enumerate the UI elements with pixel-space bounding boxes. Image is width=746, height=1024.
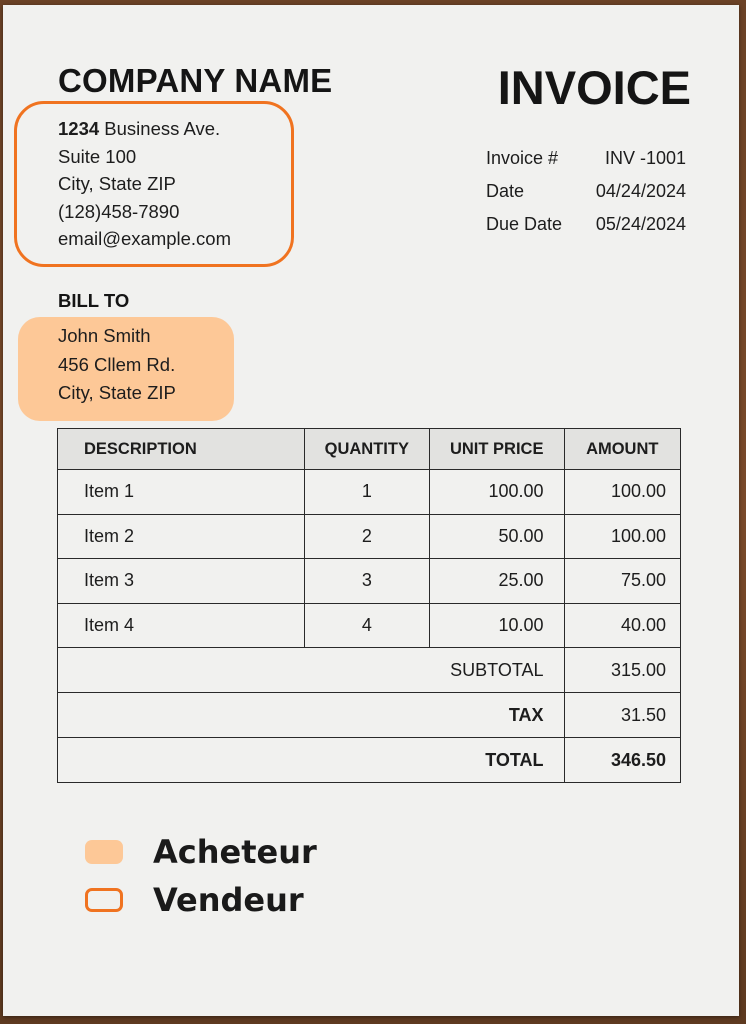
cell-description: Item 2	[58, 514, 305, 559]
legend-label: Acheteur	[153, 833, 317, 871]
total-value: 346.50	[564, 738, 680, 783]
table-row	[58, 603, 681, 648]
cell-quantity: 3	[304, 559, 429, 604]
bill-to-label: BILL TO	[58, 290, 130, 311]
cell-amount: 100.00	[564, 514, 680, 559]
invoice-meta	[486, 142, 686, 241]
cell-unit-price: 100.00	[429, 470, 564, 515]
table-row	[58, 559, 681, 604]
legend-item-buyer	[85, 828, 317, 876]
table-row	[58, 470, 681, 515]
meta-date	[486, 175, 686, 208]
tax-row	[58, 693, 681, 738]
filled-swatch-icon	[85, 840, 123, 864]
meta-label: Due Date	[486, 214, 563, 234]
table-header-row	[58, 429, 681, 470]
seller-suite: Suite 100	[58, 145, 137, 167]
cell-description: Item 1	[58, 470, 305, 515]
subtotal-value: 315.00	[564, 648, 680, 693]
seller-phone: (128)458-7890	[58, 200, 180, 222]
cell-quantity: 4	[304, 603, 429, 648]
meta-invoice-number	[486, 142, 686, 175]
header-amount: AMOUNT	[564, 429, 680, 470]
legend-label: Vendeur	[153, 881, 304, 919]
cell-quantity: 2	[304, 514, 429, 559]
seller-email: email@example.com	[58, 228, 232, 249]
cell-description: Item 4	[58, 603, 305, 648]
subtotal-row	[58, 648, 681, 693]
cell-unit-price: 50.00	[429, 514, 564, 559]
meta-label: Invoice #	[486, 148, 559, 168]
tax-label: TAX	[58, 693, 565, 738]
cell-amount: 75.00	[564, 559, 680, 604]
seller-city: City, State ZIP	[58, 173, 176, 194]
buyer-address	[58, 322, 176, 408]
meta-value: INV -1001	[604, 148, 686, 168]
total-row	[58, 738, 681, 783]
subtotal-label: SUBTOTAL	[58, 648, 565, 693]
cell-unit-price: 25.00	[429, 559, 564, 604]
tax-value: 31.50	[564, 693, 680, 738]
street-number: 1234	[58, 118, 100, 139]
total-label: TOTAL	[58, 738, 565, 783]
legend	[85, 828, 317, 924]
cell-amount: 40.00	[564, 603, 680, 648]
header-unit-price: UNIT PRICE	[429, 429, 564, 470]
meta-value: 05/24/2024	[595, 214, 686, 234]
company-name: COMPANY NAME	[58, 62, 333, 99]
invoice-title: INVOICE	[497, 61, 691, 114]
header-description: DESCRIPTION	[58, 429, 305, 470]
seller-street	[58, 115, 231, 143]
meta-value: 04/24/2024	[595, 181, 686, 201]
line-items-table	[57, 428, 681, 783]
buyer-street: 456 Cllem Rd.	[58, 353, 176, 375]
legend-item-seller	[85, 876, 317, 924]
meta-label: Date	[486, 181, 525, 201]
street-name: Business Ave.	[99, 118, 221, 139]
cell-quantity: 1	[304, 470, 429, 515]
outline-swatch-icon	[85, 888, 123, 912]
header-quantity: QUANTITY	[304, 429, 429, 470]
cell-description: Item 3	[58, 559, 305, 604]
buyer-name: John Smith	[58, 325, 151, 346]
cell-amount: 100.00	[564, 470, 680, 515]
table-row	[58, 514, 681, 559]
seller-address	[58, 115, 231, 253]
cell-unit-price: 10.00	[429, 603, 564, 648]
meta-due-date	[486, 208, 686, 241]
buyer-city: City, State ZIP	[58, 382, 176, 403]
